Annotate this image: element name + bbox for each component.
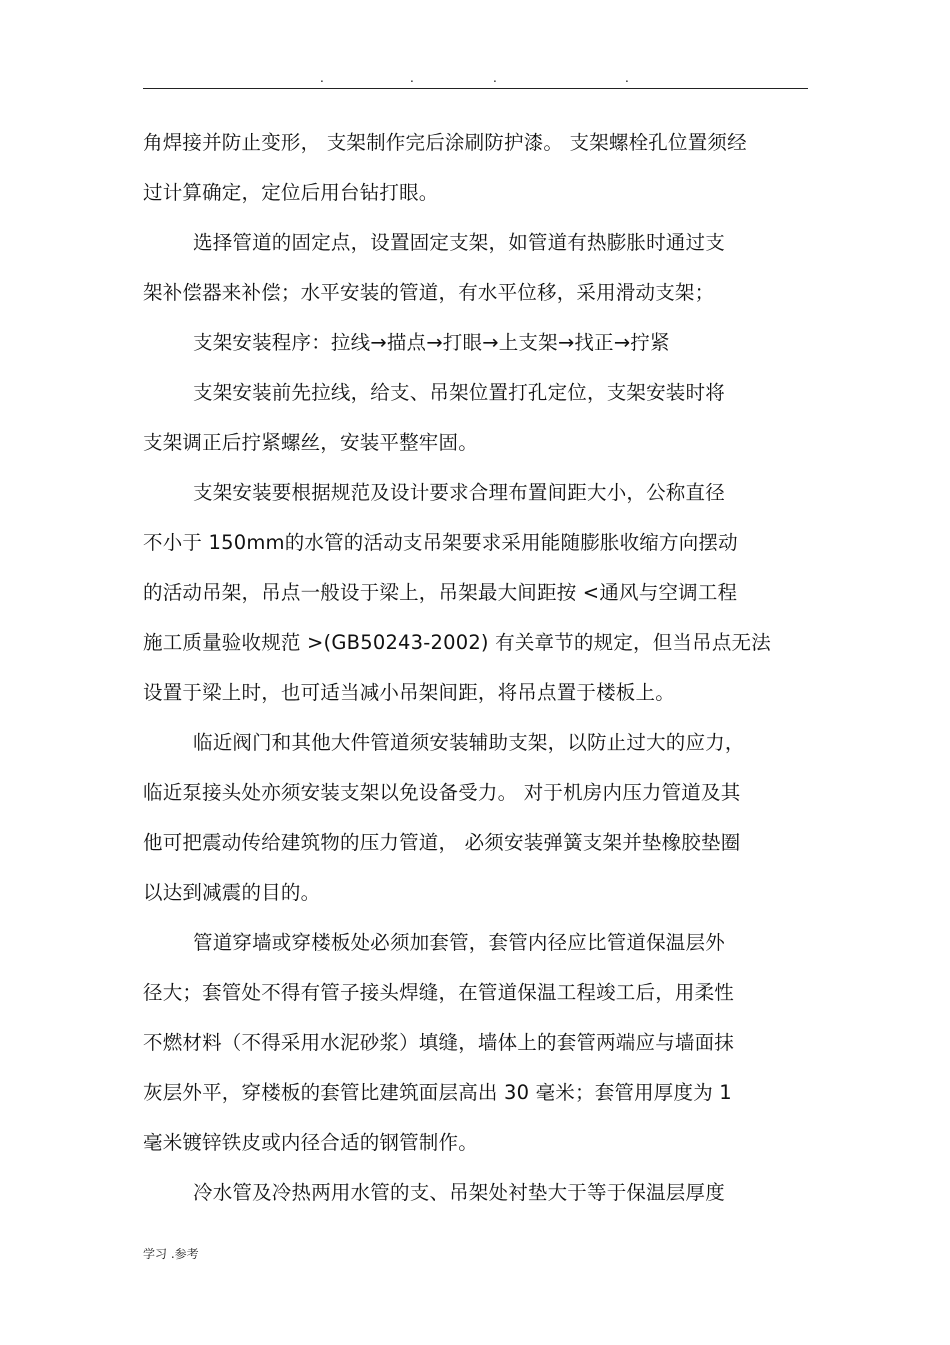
text-line: 以达到减震的目的。 bbox=[143, 881, 321, 904]
header-dot: . bbox=[410, 71, 414, 85]
text-line: 不小于 150mm的水管的活动支吊架要求采用能随膨胀收缩方向摆动 bbox=[143, 531, 738, 554]
text-line: 支架调正后拧紧螺丝，安装平整牢固。 bbox=[143, 431, 478, 454]
text-line: 临近阀门和其他大件管道须安装辅助支架，以防止过大的应力， bbox=[193, 731, 745, 754]
text-line: 冷水管及冷热两用水管的支、吊架处衬垫大于等于保温层厚度 bbox=[193, 1181, 725, 1204]
text-line: 支架安装要根据规范及设计要求合理布置间距大小，公称直径 bbox=[193, 481, 725, 504]
text-line: 灰层外平，穿楼板的套管比建筑面层高出 30 毫米；套管用厚度为 1 bbox=[143, 1081, 732, 1104]
header-dot: . bbox=[625, 71, 629, 85]
text-line: 过计算确定，定位后用台钻打眼。 bbox=[143, 181, 439, 204]
text-line: 施工质量验收规范 >(GB50243-2002) 有关章节的规定，但当吊点无法 bbox=[143, 631, 771, 654]
document-body bbox=[143, 118, 813, 1218]
text-line: 设置于梁上时，也可适当减小吊架间距，将吊点置于楼板上。 bbox=[143, 681, 675, 704]
text-line: 他可把震动传给建筑物的压力管道， 必须安装弹簧支架并垫橡胶垫圈 bbox=[143, 831, 741, 854]
header-dots bbox=[0, 70, 950, 86]
text-line: 支架安装程序：拉线→描点→打眼→上支架→找正→拧紧 bbox=[193, 331, 670, 354]
text-line: 架补偿器来补偿；水平安装的管道，有水平位移，采用滑动支架； bbox=[143, 281, 715, 304]
text-line: 选择管道的固定点，设置固定支架，如管道有热膨胀时通过支 bbox=[193, 231, 725, 254]
page-footer: 学习 .参考 bbox=[143, 1247, 199, 1261]
text-line: 管道穿墙或穿楼板处必须加套管，套管内径应比管道保温层外 bbox=[193, 931, 725, 954]
text-line: 临近泵接头处亦须安装支架以免设备受力。 对于机房内压力管道及其 bbox=[143, 781, 741, 804]
text-line: 径大；套管处不得有管子接头焊缝，在管道保温工程竣工后，用柔性 bbox=[143, 981, 735, 1004]
header-dot: . bbox=[320, 71, 324, 85]
text-line: 角焊接并防止变形， 支架制作完后涂刷防护漆。 支架螺栓孔位置须经 bbox=[143, 131, 747, 154]
text-line: 支架安装前先拉线，给支、吊架位置打孔定位，支架安装时将 bbox=[193, 381, 725, 404]
text-line: 的活动吊架，吊点一般设于梁上，吊架最大间距按 <通风与空调工程 bbox=[143, 581, 738, 604]
header-rule bbox=[143, 88, 808, 89]
text-line: 不燃材料（不得采用水泥砂浆）填缝，墙体上的套管两端应与墙面抹 bbox=[143, 1031, 735, 1054]
text-line: 毫米镀锌铁皮或内径合适的钢管制作。 bbox=[143, 1131, 478, 1154]
header-dot: . bbox=[493, 71, 497, 85]
